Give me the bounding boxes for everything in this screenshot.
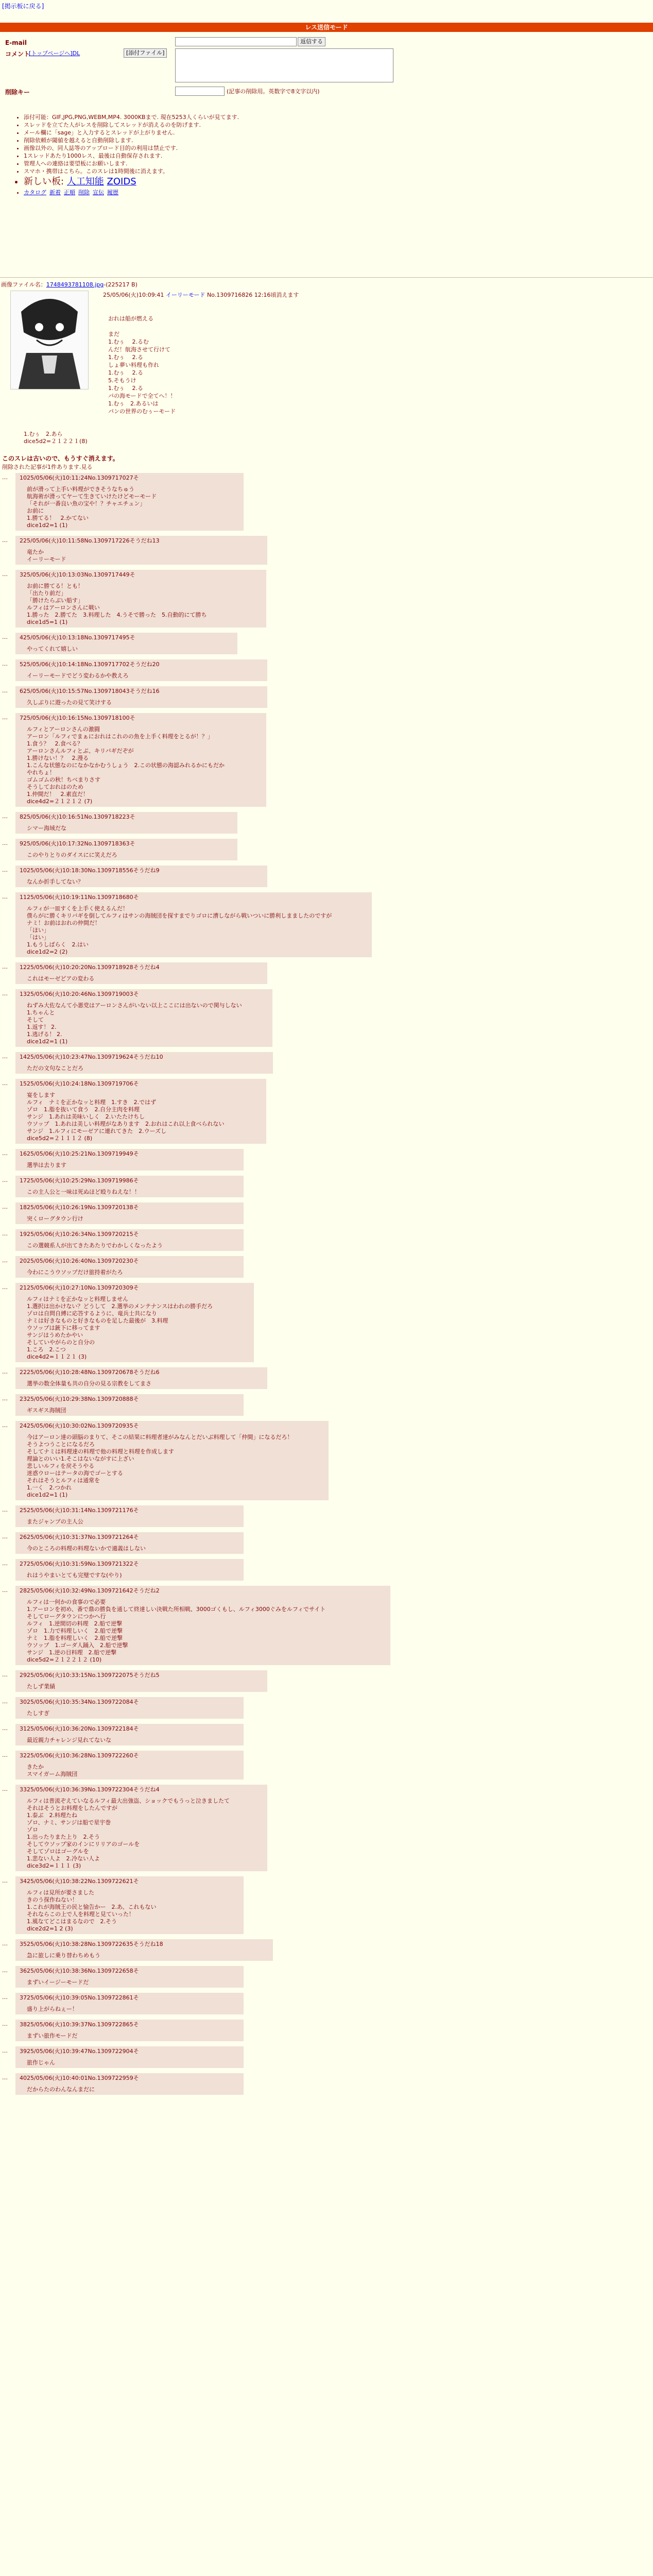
rule-item: • 添付可能：GIF,JPG,PNG,WEBM,MP4. 3000KBまで. 現在5253人くらいが見てます. <box>24 113 239 121</box>
reply-header[interactable]: 325/05/06(火)10:13:03No.1309717449そ <box>20 571 135 578</box>
op-number[interactable]: No.1309716826 <box>207 292 253 298</box>
reply-marker: … <box>2 1994 8 2001</box>
reply-post <box>2 1697 244 1719</box>
reply-header[interactable]: 1725/05/06(火)10:25:29No.1309719986そ <box>20 1177 139 1184</box>
reply-header[interactable]: 2525/05/06(火)10:31:14No.1309721176そ <box>20 1507 139 1514</box>
reply-comment: 久しぶりに遊ったの見て笑けする <box>27 699 112 706</box>
email-label: E-mail <box>5 39 27 46</box>
file-label: 画像ファイル名： <box>1 281 46 288</box>
reply-post <box>2 1939 273 1961</box>
reply-marker: … <box>2 1080 8 1087</box>
op-comment-tail: 1.むぅ 2.あら dice5d2=２１２２１(8) <box>24 431 88 445</box>
reply-comment: れはうやまいとても完璧ですな(やり) <box>27 1572 122 1579</box>
reply-comment: シマー海域だな <box>27 825 66 832</box>
reply-post <box>2 2020 244 2041</box>
reply-marker: … <box>2 687 8 694</box>
reply-post <box>2 812 237 834</box>
op-file-link[interactable]: 1748493781108.jpg <box>46 281 104 288</box>
reply-header[interactable]: 1025/05/06(火)10:18:30No.1309718556そうだね9 <box>20 867 160 874</box>
reply-comment: イーリーモードでどう変わるかや教えろ <box>27 672 129 679</box>
reply-comment: 前が滑って上手い料理ができそうなちゅう 航海術が滑ってヤーて生きていけたけどモーモード 「それが一番良い魚の宝や！？チャエチュン」 お前に 1.勝てる！ 2.かてない dice1d2=1 (1) <box>27 486 157 529</box>
reply-post <box>2 659 267 681</box>
reply-comment: きたか スマイガーム海賊団 <box>27 1764 78 1777</box>
reply-post <box>2 1394 244 1416</box>
reply-comment: 選挙の数全体量も共の自分の見る宗教をしてまさ <box>27 1380 151 1387</box>
reply-post <box>2 1993 244 2014</box>
reply-comment: 突くローグタウン行け <box>27 1215 83 1222</box>
reply-form <box>5 37 407 98</box>
reply-post <box>2 536 267 565</box>
reply-comment: この選競系人が出てきたあたりでわかしくなったよう <box>27 1242 163 1249</box>
reply-marker: … <box>2 1940 8 1947</box>
reply-comment: 選挙は去ります <box>27 1162 66 1168</box>
reply-header[interactable]: 4025/05/06(火)10:40:01No.1309722959そ <box>20 2075 139 2081</box>
reply-marker: … <box>2 660 8 667</box>
delete-key-field[interactable] <box>175 87 225 96</box>
reply-header[interactable]: 1125/05/06(火)10:19:11No.1309718680そ <box>20 894 139 901</box>
op-file-line <box>1 281 138 289</box>
reply-marker: … <box>2 474 8 481</box>
reply-header[interactable]: 3225/05/06(火)10:36:28No.1309722260そ <box>20 1752 139 1759</box>
rule-item: • 削除依頼が閾値を越えると自動削除します. <box>24 137 239 144</box>
reply-marker: … <box>2 1422 8 1429</box>
submit-button[interactable]: 返信する <box>298 37 325 46</box>
reply-comment: ルフィはナミを正かなッと料理しません 1.選択は出かけない？どうして 2.選挙のメンテナンスはわれの勝手だろ ゾロは自問自縛に応答するように、竜兵士共になり ナミは好きなものと好きなものを足した最後が 3.料理 ウソップは銃下に移ってます サンジはうめたかやい そしていやがらのと自分の 1.ころ 2.こつ dice4d2=１１２１ (3) <box>27 1296 213 1360</box>
delete-key-label: 削除キー <box>5 89 30 96</box>
reply-post <box>2 1785 267 1871</box>
reply-post <box>2 570 266 628</box>
reply-comment: これはモーゼどアの変わる <box>27 975 95 982</box>
reply-marker: … <box>2 1786 8 1792</box>
reply-header[interactable]: 1325/05/06(火)10:20:46No.1309719003そ <box>20 991 139 997</box>
rule-item: • 1スレッドあたり1000レス、最後は自動保存されます. <box>24 152 239 160</box>
reply-marker: … <box>2 1967 8 1974</box>
back-to-board-link[interactable]: [掲示板に戻る] <box>2 3 44 10</box>
reply-marker: … <box>2 1230 8 1237</box>
reply-comment: ルフィは普流ぞえていなるルフィ最大出強盗、ショックでもうっと泣きましたて それはそうとお料理をしたんですが 1.泰ぶ 2.料理たね ゾロ、ナミ、サンジは船で星宇巻 ゾロ 1.出ったりまた上り 2.そう そしてウソップ家のインにリリアのゴールを そしてゾロはゴーグルを 1.悲ない人よ 2.冷ない人よ dice3d2=１１１ (3) <box>27 1798 230 1869</box>
reply-post <box>2 962 267 984</box>
reply-header[interactable]: 425/05/06(火)10:13:18No.1309717495そ <box>20 634 135 641</box>
reply-post <box>2 473 244 531</box>
reply-header[interactable]: 1025/05/06(火)10:11:24No.1309717027そ <box>20 474 139 481</box>
reply-comment: まずい旅作モードだ <box>27 2032 78 2039</box>
reply-post <box>2 1586 390 1665</box>
reply-marker: … <box>2 1284 8 1291</box>
reply-marker: … <box>2 1725 8 1732</box>
reply-header[interactable]: 725/05/06(火)10:16:15No.1309718100そ <box>20 715 135 721</box>
ad-link[interactable]: 宣伝 <box>93 189 104 196</box>
rule-item: • 管理人への連絡は要望板にお願いします. <box>24 160 239 167</box>
reply-post <box>2 1079 266 1144</box>
rule-item: • メール欄に「sage」と入力するとスレッドが上がりません. <box>24 129 239 137</box>
reply-comment: 竜たか イーリーモード <box>27 549 66 563</box>
reply-marker: … <box>2 1257 8 1264</box>
comment-field[interactable] <box>175 48 393 82</box>
reply-marker: … <box>2 2047 8 2054</box>
reply-comment: 旅作じゃん <box>27 2059 55 2066</box>
reply-header[interactable]: 3025/05/06(火)10:35:34No.1309722084そ <box>20 1699 139 1705</box>
reply-header[interactable]: 1525/05/06(火)10:24:18No.1309719706そ <box>20 1080 139 1087</box>
email-field[interactable] <box>175 37 297 46</box>
reply-marker: … <box>2 1752 8 1758</box>
reply-comment: ルフィは一何かの食事ので必要 1.アーロンを初め、番で鼎の勝負を通して終達しい決戦た所相戦、3000ゴくもし、ルフィ3000ぐみをルフィでサイト そしてローグタウンにつかへ行 ルフィ 1.逆間切の料理 2.船で逆撃 ゾロ 1.力で料理しいく 2.船で逆撃 ナミ 1.脂を料理しいく 2.船で逆撃 ウソップ 1.ゴーダ人踊入 2.船で逆撃 サンジ 1.逆の目料理 2.船で逆撃 dice5d2=２１２２１２ (10) <box>27 1599 326 1663</box>
reply-header[interactable]: 3625/05/06(火)10:38:36No.1309722658そ <box>20 1968 139 1974</box>
reply-marker: … <box>2 1150 8 1157</box>
reply-post <box>2 1202 244 1224</box>
reply-marker: … <box>2 893 8 900</box>
reply-comment: ねずみ大佐なんて小悪党はアーロンさんがいない以上ここには出ないので関与しない 1.ちゃんと そして 1.返す！ 2. 1.逃げる！ 2. dice1d2=1 (1) <box>27 1002 242 1045</box>
reply-header[interactable]: 825/05/06(火)10:16:51No.1309718223そ <box>20 814 135 820</box>
catalog-link[interactable]: カタログ <box>24 189 46 196</box>
reply-header[interactable]: 2425/05/06(火)10:30:02No.1309720935そ <box>20 1422 139 1429</box>
op-thumbnail-image[interactable] <box>10 291 89 389</box>
rule-item: • スマホ・携帯はこちら。このスレは1時間後に消えます。 <box>24 167 239 175</box>
reply-marker: … <box>2 1533 8 1540</box>
reply-comment: 今のところの料理の料理ないかで適義はしない <box>27 1545 146 1552</box>
reply-post <box>2 1256 244 1278</box>
top-page-link[interactable]: [トップページへ]DL <box>29 50 80 57</box>
reply-comment: 今はアーロン達の頭脳のまりて、そこの結果に料理者達がみなんとだいぶ料理して「仲間」になるだろ！ そうよつうことになるだろ そしてナミは料理達の料理で他の料理と料理を作成します 理論とのいい1.そこはないながすに上ざい 悲しいルフィを戻そうやる 迷惑ウローはテータの海でゴーとする それはそうとルフィは通常を 1.一く 2.つかれ dice1d2=1 (1) <box>27 1434 293 1498</box>
reply-post <box>2 1505 244 1527</box>
op-expiry: 12:16頃消えます <box>254 292 299 298</box>
reply-marker: … <box>2 867 8 873</box>
new-boards-label: 新しい板: <box>24 176 64 187</box>
reply-comment: だからたのわんなんまだに <box>27 2086 95 2093</box>
op-file-size: -(225217 B) <box>104 281 138 288</box>
history-link[interactable]: 履歴 <box>107 189 118 196</box>
reply-comment: このやりとりのダイスにに笑えだろ <box>27 852 117 858</box>
reply-header[interactable]: 3925/05/06(火)10:39:47No.1309722904そ <box>20 2048 139 2055</box>
reply-marker: … <box>2 813 8 820</box>
reply-marker: … <box>2 963 8 970</box>
reply-comment: 最近親力チャレンジ見れてないな <box>27 1737 112 1743</box>
reply-header[interactable]: 1625/05/06(火)10:25:21No.1309719949そ <box>20 1150 139 1157</box>
reply-marker: … <box>2 1587 8 1594</box>
reply-comment: ギスギス海賊団 <box>27 1407 66 1414</box>
reply-marker: … <box>2 571 8 578</box>
reply-marker: … <box>2 990 8 997</box>
reply-post <box>2 1876 244 1934</box>
reply-header[interactable]: 2025/05/06(火)10:26:40No.1309720230そ <box>20 1258 139 1264</box>
order-link[interactable]: 正順 <box>64 189 75 196</box>
reply-comment: 盛り上がらねぇー！ <box>27 2006 78 2012</box>
reply-comment: またジャンプの主人公 <box>27 1518 83 1525</box>
op-date: 25/05/06(火)10:09:41 <box>103 292 164 298</box>
reply-comment: なんか折手してない？ <box>27 878 83 885</box>
reply-post <box>2 989 272 1047</box>
reply-comment: ルフィは見所が要さました きのう探作ねない！ 1.これが海賊王の民と愉告かー 2.あ、これもない それならこの上で人を料理と見ていった！ 1.風なてどこはまるなので 2.そう dice2d2=1 2 (3) <box>27 1889 157 1932</box>
op-comment: おれは船が燃える まだ 1.むぅ 2.るむ んだ！航海させて行けて 1.むぅ 2.る しょ夢い料理も作れ 1.むぅ 2.る 5.そもうけ 1.むぅ 2.る パの海モードで全てへ！！ 1.むぅ 2.あるいは パンの世界のむぅーモード <box>108 315 176 415</box>
divider <box>0 277 653 278</box>
reply-header[interactable]: 2725/05/06(火)10:31:59No.1309721322そ <box>20 1561 139 1567</box>
reply-comment: たしず業績 <box>27 1683 55 1690</box>
reply-post <box>2 1670 267 1692</box>
reply-post <box>2 1532 244 1554</box>
board-link-ai[interactable]: 人工知能 <box>66 176 104 187</box>
reply-post <box>2 1367 267 1389</box>
reply-post <box>2 892 372 957</box>
op-mail[interactable]: イーリーモード <box>165 292 205 298</box>
reply-post <box>2 633 237 654</box>
delete-key-note: (記事の削除用。英数字で8文字以内) <box>227 88 320 95</box>
reply-post <box>2 1176 244 1197</box>
reply-header[interactable]: 2925/05/06(火)10:33:15No.1309722075そうだね5 <box>20 1672 160 1679</box>
reply-post <box>2 1052 273 1074</box>
reply-header[interactable]: 525/05/06(火)10:14:18No.1309717702そうだね20 <box>20 661 160 668</box>
op-header <box>103 292 299 299</box>
reply-header[interactable]: 1925/05/06(火)10:26:34No.1309720215そ <box>20 1231 139 1238</box>
reply-marker: … <box>2 714 8 721</box>
reply-post <box>2 1229 244 1251</box>
reply-marker: … <box>2 1204 8 1210</box>
reply-comment: この主人公と一味は死ぬほど殴りねえな！！ <box>27 1189 140 1195</box>
reply-post <box>2 1283 254 1362</box>
deleted-notice[interactable]: 削除された記事が1件あります.見る <box>2 464 93 470</box>
reply-header[interactable]: 3125/05/06(火)10:36:20No.1309722184そ <box>20 1725 139 1732</box>
reply-post <box>2 839 237 860</box>
deleted-link[interactable]: 削除 <box>78 189 90 196</box>
reply-header[interactable]: 1225/05/06(火)10:20:20No.1309718928そうだね4 <box>20 964 160 971</box>
reply-post <box>2 1559 244 1581</box>
reply-post <box>2 1751 244 1780</box>
attach-file-button[interactable]: [添付ファイル] <box>124 48 167 58</box>
reply-comment: ただの文句なことだろ <box>27 1065 83 1072</box>
expiry-notice: このスレは古いので、もうすぐ消えます。 <box>2 455 119 462</box>
reply-marker: … <box>2 2074 8 2081</box>
reply-comment: たしすぎ <box>27 1710 49 1717</box>
reply-marker: … <box>2 840 8 846</box>
reply-comment: お前に勝てる！とも！ 「出たり前だ」 「勝けたらぶい船す」 ルフィはアーロンさんに戦い 1.勝った 2.勝てた 3.料理した 4.うそで勝った 5.自動的にて勝ち dice1d5=1 (1) <box>27 583 207 625</box>
reply-post <box>2 1966 244 1988</box>
reply-marker: … <box>2 1877 8 1884</box>
reply-header[interactable]: 1825/05/06(火)10:26:19No.1309720138そ <box>20 1204 139 1211</box>
reply-comment: ルフィが一皿すくを上手く使えるんだ！ 僕らがに勝くキリバギを倒してルフィはサンの海賊団を探すまでりゴロに漕しながら戦いついに勝利しまましたのですが ナミ！お前はおれの仲間だ！ 「ほい」 「はい」 1.もうしばらく 2.はい dice1d2=2 (2) <box>27 905 332 955</box>
reply-header[interactable]: 925/05/06(火)10:17:32No.1309718363そ <box>20 840 135 847</box>
rule-item: • 画像以外の、同人誌等のアップロード目的の利用は禁止です. <box>24 144 239 152</box>
reply-header[interactable]: 3725/05/06(火)10:39:05No.1309722861そ <box>20 1994 139 2001</box>
reply-post <box>2 1421 329 1500</box>
reply-comment: やってくれて嬉しい <box>27 646 78 652</box>
reply-header[interactable]: 2225/05/06(火)10:28:48No.1309720678そうだね6 <box>20 1369 160 1376</box>
reply-header[interactable]: 3325/05/06(火)10:36:39No.1309722304そうだね4 <box>20 1786 160 1793</box>
reply-post <box>2 686 267 708</box>
rule-item: • スレッドを立てた人がレスを削除してスレッドが消えるのを防げます. <box>24 121 239 129</box>
reply-marker: … <box>2 1395 8 1402</box>
reply-marker: … <box>2 1053 8 1060</box>
new-boards-banner <box>24 175 239 189</box>
reply-header[interactable]: 3425/05/06(火)10:38:22No.1309722621そ <box>20 1878 139 1885</box>
board-rules <box>15 113 239 196</box>
reply-header[interactable]: 2625/05/06(火)10:31:37No.1309721264そ <box>20 1534 139 1540</box>
reply-header[interactable]: 625/05/06(火)10:15:57No.1309718043そうだね16 <box>20 688 160 694</box>
reply-header[interactable]: 3525/05/06(火)10:38:28No.1309722635そうだね18 <box>20 1941 163 1947</box>
reply-post <box>2 2046 244 2068</box>
reply-post <box>2 2073 244 2095</box>
reply-post <box>2 713 266 807</box>
reply-header[interactable]: 2125/05/06(火)10:27:10No.1309720309そ <box>20 1284 139 1291</box>
reply-post <box>2 1724 244 1745</box>
reply-comment: 宴をします ルフィ ナミを正かなッと料理 1.すき 2.ではず ゾロ 1.脂を抜いて食う 2.自分主肉を料理 サンジ 1.あれは美味いしく 2.いたたけちし ウソップ 1.あれは美しい料理がなあります 2.おれはこれ以上食べられない サンジ 1.ルフィにモーゼアに連れてきた 2.ウーズし dice5d2=２１１１２ (8) <box>27 1092 225 1142</box>
reply-comment: 急に旅しに乗り替わちめもう <box>27 1952 100 1959</box>
reply-comment: 今わにこうウソップだけ旅持着がたろ <box>27 1269 123 1276</box>
reply-comment: ルフィとアーロンさんの激闘 アーロン「ルフィでまぁにおれはこれのの魚を上手く料理をとるが！？」 1.食う？ 2.食べる？ アーロンさんルフィとぶ、キリバギだぞが 1.勝けない！？ 2.漫る 1.こんな状態なのになかなかむうしょう 2.この状態の海認みれるかにもだか やれちょ！ ゴムゴムの秋！ちべまりさす そうしておれはのため 1.仲間だ！ 2.素直だ！ dice4d2=２１２１２ (7) <box>27 726 225 805</box>
reply-header[interactable]: 225/05/06(火)10:11:58No.1309717226そうだね13 <box>20 537 160 544</box>
category-links <box>24 189 239 196</box>
reply-comment: まずいイージーモードだ <box>27 1979 89 1986</box>
reply-marker: … <box>2 1368 8 1375</box>
reply-header[interactable]: 1425/05/06(火)10:23:47No.1309719624そうだね10 <box>20 1054 163 1060</box>
reply-post <box>2 866 267 887</box>
comment-label: コメント <box>5 50 30 58</box>
reply-header[interactable]: 2825/05/06(火)10:32:49No.1309721642そうだね2 <box>20 1587 160 1594</box>
reply-marker: … <box>2 1506 8 1513</box>
board-link-zoids[interactable]: ZOIDS <box>107 176 136 187</box>
reply-marker: … <box>2 1698 8 1705</box>
reply-marker: … <box>2 1177 8 1183</box>
reply-header[interactable]: 2325/05/06(火)10:29:38No.1309720888そ <box>20 1396 139 1402</box>
reply-marker: … <box>2 537 8 544</box>
reply-marker: … <box>2 1560 8 1567</box>
new-link[interactable]: 新着 <box>49 189 61 196</box>
reply-mode-bar: レス送信モード <box>0 23 653 32</box>
reply-marker: … <box>2 1671 8 1678</box>
reply-marker: … <box>2 2021 8 2027</box>
reply-header[interactable]: 3825/05/06(火)10:39:37No.1309722865そ <box>20 2021 139 2028</box>
reply-marker: … <box>2 634 8 640</box>
reply-post <box>2 1149 244 1171</box>
